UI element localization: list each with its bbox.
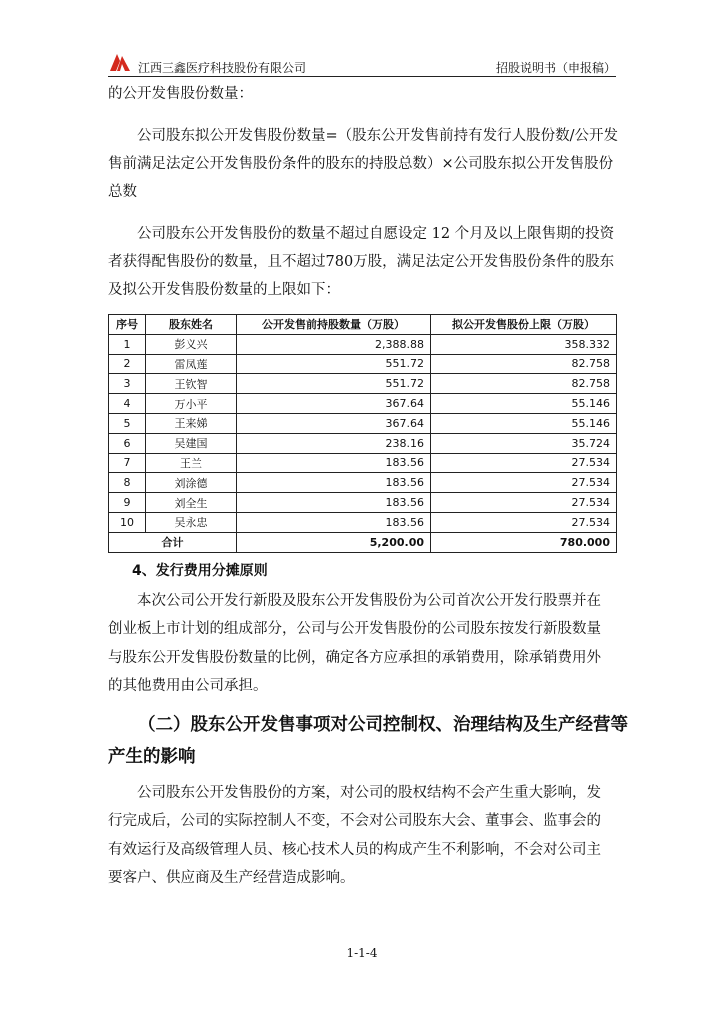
max-offer-shares: 27.534 — [431, 493, 617, 513]
paragraph-3 — [108, 587, 616, 701]
page-content — [108, 84, 628, 893]
table-body — [109, 334, 617, 552]
max-offer-shares: 82.758 — [431, 374, 617, 394]
shareholder-name: 王兰 — [146, 453, 237, 473]
text-line: 要客户、供应商及生产经营造成影响。 — [108, 870, 355, 887]
text-line: 者获得配售股份的数量，且不超过780万股，满足法定公开发售股份条件的股东 — [108, 254, 615, 270]
pre-issue-shares: 551.72 — [237, 374, 431, 394]
table-row — [109, 413, 617, 433]
shareholder-name: 彭义兴 — [146, 334, 237, 354]
section-heading — [108, 709, 628, 773]
text-line: 与股东公开发售股份数量的比例，确定各方应承担的承销费用，除承销费用外 — [108, 649, 601, 666]
total-label: 合计 — [109, 532, 237, 552]
table-row — [109, 354, 617, 374]
row-index: 10 — [109, 512, 146, 532]
max-offer-shares: 358.332 — [431, 334, 617, 354]
max-offer-shares: 27.534 — [431, 512, 617, 532]
column-header: 公开发售前持股数量（万股） — [237, 315, 431, 335]
shareholder-name: 刘涂德 — [146, 473, 237, 493]
company-name: 江西三鑫医疗科技股份有限公司 — [138, 61, 307, 75]
paragraph-4 — [108, 779, 616, 893]
pre-issue-shares: 367.64 — [237, 413, 431, 433]
row-index: 5 — [109, 413, 146, 433]
shareholder-name: 雷凤莲 — [146, 354, 237, 374]
text-line: 及拟公开发售股份数量的上限如下： — [108, 282, 340, 298]
table-total-row — [109, 532, 617, 552]
column-header: 序号 — [109, 315, 146, 335]
pre-issue-shares: 183.56 — [237, 512, 431, 532]
row-index: 8 — [109, 473, 146, 493]
page-header — [108, 48, 616, 77]
max-offer-shares: 82.758 — [431, 354, 617, 374]
shareholder-name: 万小平 — [146, 394, 237, 414]
shareholder-table — [108, 314, 617, 553]
text-line: 的其他费用由公司承担。 — [108, 678, 268, 695]
table-row — [109, 433, 617, 453]
heading-line: （二）股东公开发售事项对公司控制权、治理结构及生产经营等 — [138, 714, 628, 735]
pre-issue-shares: 183.56 — [237, 453, 431, 473]
paragraph-2 — [108, 220, 616, 304]
table-row — [109, 394, 617, 414]
table-row — [109, 473, 617, 493]
pre-issue-shares: 183.56 — [237, 473, 431, 493]
row-index: 6 — [109, 433, 146, 453]
text-line: 公司股东公开发售股份的数量不超过自愿设定 12 个月及以上限售期的投资 — [137, 226, 615, 242]
text-line: 售前满足法定公开发售股份条件的股东的持股总数）×公司股东拟公开发售股份 — [108, 156, 614, 172]
text-line: 总数 — [108, 184, 137, 200]
table-row — [109, 374, 617, 394]
text-line: 创业板上市计划的组成部分，公司与公开发售股份的公司股东按发行新股数量 — [108, 621, 601, 638]
shareholder-name: 王钦智 — [146, 374, 237, 394]
shareholder-name: 吴建国 — [146, 433, 237, 453]
text-line: 有效运行及高级管理人员、核心技术人员的构成产生不利影响，不会对公司主 — [108, 841, 601, 858]
section-4-title: 4、发行费用分摊原则 — [132, 562, 268, 579]
pre-issue-shares: 551.72 — [237, 354, 431, 374]
row-index: 7 — [109, 453, 146, 473]
row-index: 9 — [109, 493, 146, 513]
table-row — [109, 493, 617, 513]
heading-line: 产生的影响 — [108, 746, 196, 767]
text-line: 的公开发售股份数量： — [108, 86, 253, 102]
text-line: 公司股东公开发售股份的方案，对公司的股权结构不会产生重大影响，发 — [137, 784, 601, 801]
document-title: 招股说明书（申报稿） — [495, 61, 616, 75]
column-header: 股东姓名 — [146, 315, 237, 335]
table-row — [109, 334, 617, 354]
page-number: 1-1-4 — [346, 946, 378, 960]
text-line: 公司股东拟公开发售股份数量=（股东公开发售前持有发行人股份数/公开发 — [137, 128, 619, 144]
row-index: 2 — [109, 354, 146, 374]
pre-issue-shares: 183.56 — [237, 493, 431, 513]
text-line: 本次公司公开发行新股及股东公开发售股份为公司首次公开发行股票并在 — [137, 592, 601, 609]
shareholder-name: 王来娣 — [146, 413, 237, 433]
row-index: 3 — [109, 374, 146, 394]
paragraph-0 — [108, 84, 616, 104]
max-offer-shares: 55.146 — [431, 394, 617, 414]
max-offer-shares: 27.534 — [431, 473, 617, 493]
max-offer-shares: 27.534 — [431, 453, 617, 473]
row-index: 1 — [109, 334, 146, 354]
table-row — [109, 512, 617, 532]
total-max-offer-shares: 780.000 — [431, 532, 617, 552]
max-offer-shares: 35.724 — [431, 433, 617, 453]
total-pre-issue-shares: 5,200.00 — [237, 532, 431, 552]
pre-issue-shares: 2,388.88 — [237, 334, 431, 354]
row-index: 4 — [109, 394, 146, 414]
company-logo-icon — [108, 50, 132, 72]
max-offer-shares: 55.146 — [431, 413, 617, 433]
text-line: 行完成后，公司的实际控制人不变，不会对公司股东大会、董事会、监事会的 — [108, 813, 601, 830]
shareholder-name: 吴永忠 — [146, 512, 237, 532]
paragraph-1 — [108, 122, 619, 206]
pre-issue-shares: 238.16 — [237, 433, 431, 453]
pre-issue-shares: 367.64 — [237, 394, 431, 414]
shareholder-name: 刘全生 — [146, 493, 237, 513]
table-row — [109, 453, 617, 473]
column-header: 拟公开发售股份上限（万股） — [431, 315, 617, 335]
table-header-row — [109, 315, 617, 335]
